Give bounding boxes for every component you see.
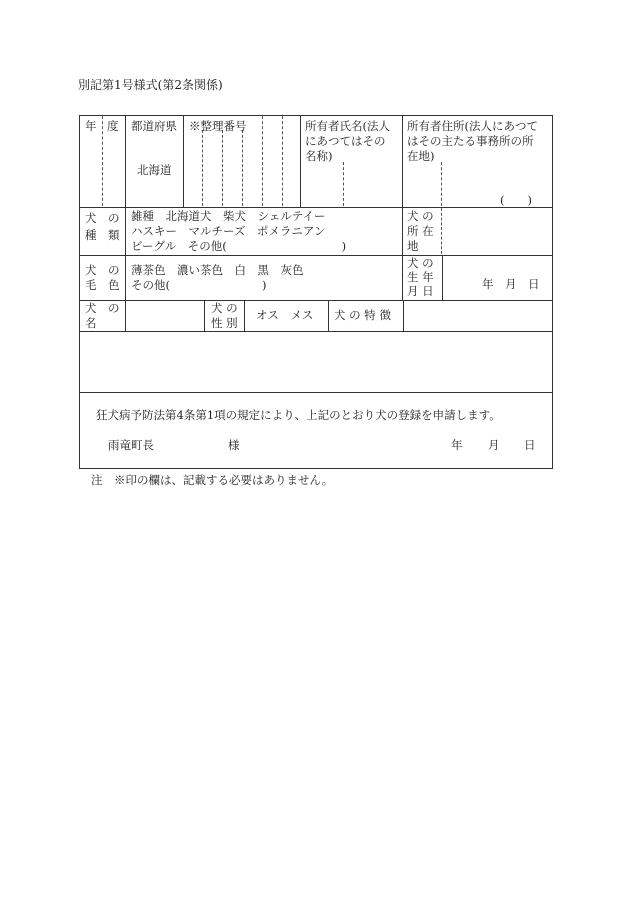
features-label: 犬 の 特 徴 bbox=[334, 308, 391, 322]
date-year: 年 bbox=[451, 438, 463, 452]
breed-options-1: 雑種 北海道犬 柴犬 シェルテイー bbox=[131, 209, 326, 223]
coat-label-a2: の bbox=[108, 263, 120, 277]
coat-label-a1: 犬 bbox=[85, 263, 97, 277]
prefecture-label: 都道府県 bbox=[131, 119, 177, 133]
addressee: 雨竜町長 bbox=[108, 438, 154, 452]
prefecture-value: 北海道 bbox=[137, 163, 172, 177]
breed-label-b1: 種 bbox=[85, 228, 97, 242]
breed-options-2: ハスキー マルチーズ ポメラニアン bbox=[131, 224, 326, 238]
dog-name-label-b: 名 bbox=[85, 316, 97, 330]
coat-label-b1: 毛 bbox=[85, 278, 97, 292]
birth-date-label-1: 犬 の bbox=[407, 256, 434, 270]
owner-name-label-3: 名称) bbox=[305, 149, 333, 163]
owner-address-label-3: 在地) bbox=[407, 149, 435, 163]
sex-label-2: 性 別 bbox=[211, 316, 238, 330]
owner-name-label-1: 所有者氏名(法人 bbox=[305, 119, 390, 133]
sex-label-1: 犬 の bbox=[211, 301, 238, 315]
birth-date-label-2: 生 年 bbox=[407, 270, 434, 284]
honorific: 様 bbox=[228, 438, 240, 452]
birth-date-label-3: 月 日 bbox=[407, 284, 434, 298]
dog-location-label-2: 所 在 bbox=[407, 224, 434, 238]
registration-number-label: ※整理番号 bbox=[189, 119, 247, 133]
date-month: 月 bbox=[488, 438, 500, 452]
owner-address-label-1: 所有者住所(法人にあつて bbox=[407, 119, 538, 133]
dog-name-label-a1: 犬 bbox=[85, 301, 97, 315]
declaration-text: 狂犬病予防法第4条第1項の規定により、上記のとおり犬の登録を申請します。 bbox=[96, 408, 501, 422]
dog-name-label-a2: の bbox=[108, 301, 120, 315]
form-title: 別記第1号様式(第2条関係) bbox=[78, 78, 223, 92]
footnote: 注 ※印の欄は、記載する必要はありません。 bbox=[91, 473, 334, 487]
coat-color-options-2: その他( ) bbox=[131, 278, 267, 292]
breed-options-3: ビーグル その他( ) bbox=[131, 239, 347, 253]
coat-label-b2: 色 bbox=[108, 278, 120, 292]
phone-parentheses: ( ) bbox=[500, 193, 532, 207]
owner-address-label-2: はその主たる事務所の所 bbox=[407, 134, 534, 148]
dog-location-label-1: 犬 の bbox=[407, 209, 434, 223]
coat-color-options-1: 薄茶色 濃い茶色 白 黒 灰色 bbox=[131, 263, 304, 277]
birth-date-value: 年 月 日 bbox=[482, 277, 540, 291]
breed-label-a1: 犬 bbox=[85, 211, 97, 225]
breed-label-a2: の bbox=[108, 211, 120, 225]
dog-location-label-3: 地 bbox=[407, 239, 419, 253]
owner-name-label-2: にあつてはその bbox=[305, 134, 386, 148]
breed-label-b2: 類 bbox=[108, 228, 120, 242]
sex-options: オス メス bbox=[256, 308, 314, 322]
date-day: 日 bbox=[524, 438, 536, 452]
year-label-b: 度 bbox=[107, 119, 119, 133]
year-label-a: 年 bbox=[85, 119, 97, 133]
